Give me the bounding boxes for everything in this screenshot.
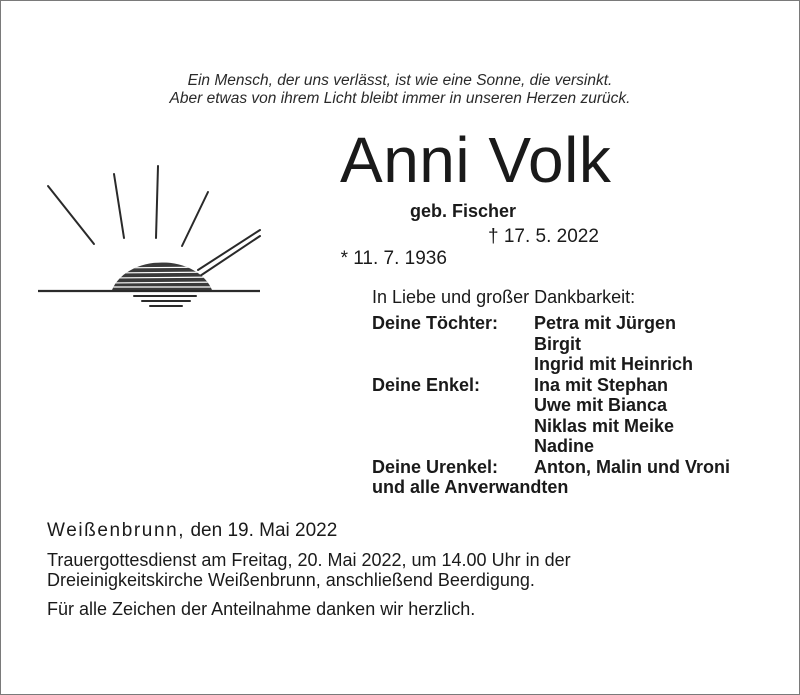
service-line-2: Dreieinigkeitskirche Weißenbrunn, anschließend Beerdigung. [47, 570, 535, 590]
quote-line-2: Aber etwas von ihrem Licht bleibt immer in unseren Herzen zurück. [169, 90, 631, 107]
funeral-service-info [47, 550, 787, 590]
family-member: Niklas mit Meike [534, 415, 675, 436]
service-line-1: Trauergottesdienst am Freitag, 20. Mai 2022, um 14.00 Uhr in der [47, 550, 571, 570]
family-member: Anton, Malin und Vroni [534, 456, 730, 477]
birth-date: * 11. 7. 1936 [340, 248, 447, 269]
notice-date: den 19. Mai 2022 [190, 520, 338, 541]
place-name: Weißenbrunn, [47, 520, 186, 541]
relation-label: Deine Urenkel: [372, 456, 499, 477]
family-member: Ina mit Stephan [534, 374, 669, 395]
thanks-line: Für alle Zeichen der Anteilnahme danken wir herzlich. [47, 599, 476, 619]
life-dates [330, 226, 599, 292]
death-date: † 17. 5. 2022 [488, 226, 599, 247]
family-member: Ingrid mit Heinrich [534, 354, 694, 374]
family-member: Nadine [534, 436, 595, 456]
family-member: Uwe mit Bianca [534, 395, 668, 415]
memorial-quote [0, 72, 800, 108]
family-member: Birgit [534, 333, 581, 354]
place-and-date [47, 520, 337, 542]
relation-label: Deine Enkel: [372, 374, 481, 395]
quote-line-1: Ein Mensch, der uns verlässt, ist wie eine Sonne, die versinkt. [187, 72, 613, 89]
relation-label: Deine Töchter: [372, 313, 499, 333]
relatives-line: und alle Anverwandten [372, 477, 569, 497]
setting-sun-icon [34, 160, 264, 310]
maiden-name: geb. Fischer [410, 201, 517, 221]
family-member: Petra mit Jürgen [534, 313, 677, 333]
deceased-name: Anni Volk [340, 124, 612, 196]
mourners-intro: In Liebe und großer Dankbarkeit: [372, 287, 636, 307]
